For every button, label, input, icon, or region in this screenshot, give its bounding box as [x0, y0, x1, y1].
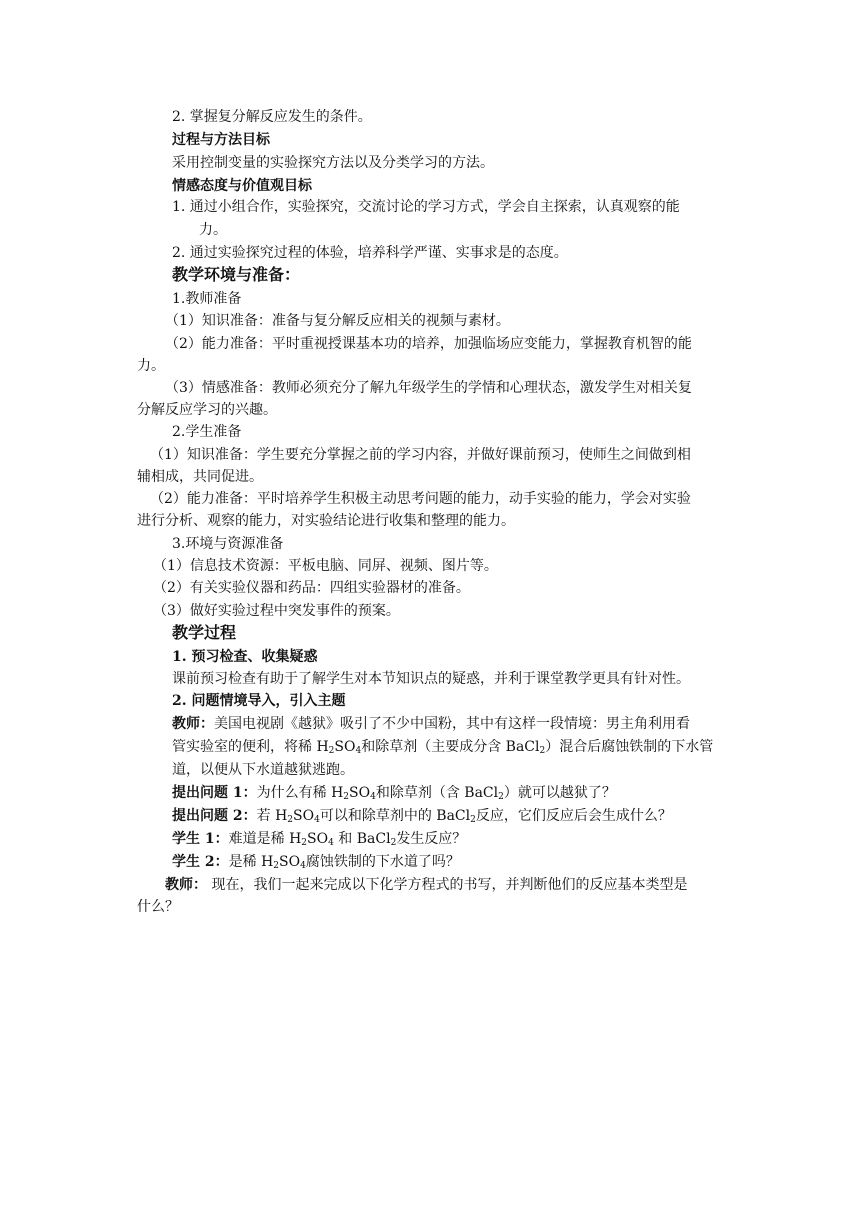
student-prep-knowledge-cont: 辅相成，共同促进。 — [137, 469, 263, 485]
teacher-dialogue-line-3: 道，以便从下水道越狱逃跑。 — [172, 762, 354, 778]
student-1-reply: 学生 1：难道是稀 $H_2SO_4$ 和 BaCl$_2$发生反应？ — [172, 831, 467, 848]
student-prep-ability: （2）能力准备：平时培养学生积极主动思考问题的能力，动手实验的能力，学会对实验 — [150, 491, 691, 507]
emotion-item-1-cont: 力。 — [199, 222, 227, 238]
teacher-prep-emotion-cont: 分解反应学习的兴趣。 — [137, 402, 277, 418]
process-methods-text: 采用控制变量的实验探究方法以及分类学习的方法。 — [172, 155, 494, 171]
student-prep-heading: 2.学生准备 — [172, 424, 242, 440]
formula-h2so4: $H_2SO_4$ — [331, 785, 376, 802]
teacher-prep-heading: 1.教师准备 — [172, 291, 242, 307]
heading-process-methods: 过程与方法目标 — [172, 132, 270, 148]
step-1-heading: 1. 预习检查、收集疑惑 — [172, 649, 318, 665]
resource-prep-contingency: （3）做好实验过程中突发事件的预案。 — [153, 603, 400, 619]
step-2-heading: 2. 问题情境导入，引入主题 — [172, 693, 346, 709]
formula-bacl2: BaCl$_2$ — [505, 739, 546, 756]
step-1-text: 课前预习检查有助于了解学生对本节知识点的疑惑，并利于课堂教学更具有针对性。 — [172, 671, 690, 687]
formula-bacl2: BaCl$_2$ — [356, 831, 397, 848]
formula-h2so4: $H_2SO_4$ — [261, 854, 306, 871]
question-2: 提出问题 2：若 $H_2SO_4$可以和除草剂中的 BaCl$_2$反应，它们反应后会生成什么？ — [172, 808, 672, 825]
student-prep-knowledge: （1）知识准备：学生要充分掌握之前的学习内容，并做好课前预习，使师生之间做到相 — [150, 447, 691, 463]
teacher-closing-line-2: 什么？ — [137, 899, 179, 915]
teacher-dialogue-line-1: 教师：美国电视剧《越狱》吸引了不少中国粉，其中有这样一段情境：男主角利用看 — [172, 716, 690, 732]
student-2-label: 学生 2： — [172, 854, 229, 870]
formula-h2so4: $H_2SO_4$ — [316, 739, 362, 756]
teacher-prep-knowledge: （1）知识准备：准备与复分解反应相关的视频与素材。 — [165, 313, 510, 329]
teacher-prep-ability: （2）能力准备：平时重视授课基本功的培养，加强临场应变能力，掌握教育机智的能 — [165, 336, 692, 352]
emotion-item-1: 1. 通过小组合作，实验探究，交流讨论的学习方式，学会自主探索，认真观察的能 — [172, 199, 680, 215]
question-1-label: 提出问题 1： — [172, 785, 257, 801]
heading-emotion-values: 情感态度与价值观目标 — [172, 178, 312, 194]
teacher-closing-line-1: 教师： 现在，我们一起来完成以下化学方程式的书写，并判断他们的反应基本类型是 — [165, 877, 688, 893]
formula-bacl2: BaCl$_2$ — [436, 808, 476, 825]
section-title-process: 教学过程 — [172, 623, 237, 642]
formula-h2so4: $H_2SO_4$ — [275, 808, 320, 825]
resource-prep-it: （1）信息技术资源：平板电脑、同屏、视频、图片等。 — [153, 558, 498, 574]
resource-prep-heading: 3.环境与资源准备 — [172, 536, 284, 552]
teacher-prep-emotion: （3）情感准备：教师必须充分了解九年级学生的学情和心理状态，激发学生对相关复 — [165, 380, 692, 396]
question-1: 提出问题 1：为什么有稀 $H_2SO_4$和除草剂（含 BaCl$_2$）就可以越狱了？ — [172, 785, 616, 802]
objective-item-2: 2. 掌握复分解反应发生的条件。 — [172, 109, 372, 125]
student-1-label: 学生 1： — [172, 831, 229, 847]
teacher-label-2: 教师： — [165, 877, 207, 893]
resource-prep-lab: （2）有关实验仪器和药品：四组实验器材的准备。 — [153, 580, 470, 596]
teacher-dialogue-line-2: 管实验室的便利，将稀 $H_2SO_4$和除草剂（主要成分含 BaCl$_2$）混合后腐蚀铁制的下水管 — [172, 739, 714, 756]
formula-bacl2: BaCl$_2$ — [464, 785, 504, 802]
emotion-item-2: 2. 通过实验探究过程的体验，培养科学严谨、实事求是的态度。 — [172, 245, 568, 261]
student-prep-ability-cont: 进行分析、观察的能力，对实验结论进行收集和整理的能力。 — [137, 513, 515, 529]
question-2-label: 提出问题 2： — [172, 808, 257, 824]
formula-h2so4: $H_2SO_4$ — [289, 831, 334, 848]
student-2-reply: 学生 2：是稀 $H_2SO_4$腐蚀铁制的下水道了吗？ — [172, 854, 460, 871]
teacher-label: 教师： — [172, 716, 214, 732]
section-title-environment: 教学环境与准备： — [172, 265, 301, 284]
teacher-prep-ability-cont: 力。 — [137, 358, 165, 374]
